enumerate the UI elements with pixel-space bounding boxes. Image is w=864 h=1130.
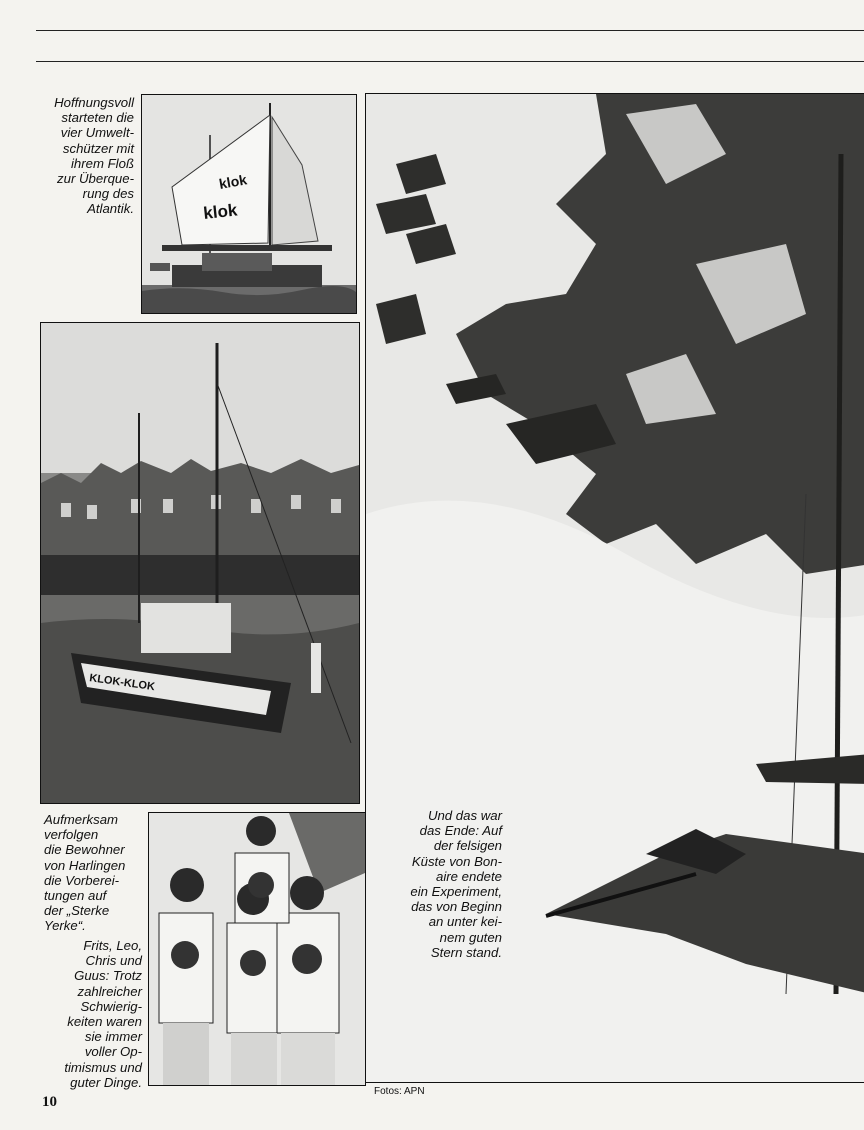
photo-crew [148, 812, 366, 1086]
top-rule [36, 30, 864, 31]
photo-harlingen-harbor [40, 322, 360, 804]
hull-lettering: KLOK-KLOK [88, 672, 156, 694]
sail-logo-upper: klok [217, 171, 249, 192]
sail-logo-lower: klok [202, 200, 239, 223]
caption-harlingen: Aufmerksam verfolgen die Bewohner von Harlingen die Vorberei- tungen auf der „Sterke Yerke“. [44, 812, 126, 934]
header-rule [36, 61, 864, 62]
photo-raft-sailing [141, 94, 357, 314]
photo-credit: Fotos: APN [374, 1086, 425, 1097]
caption-crew: Frits, Leo, Chris und Guus: Trotz zahlreicher Schwierig- keiten waren sie immer voller Op- timismus und guter Dinge. [64, 938, 142, 1090]
page-number: 10 [42, 1094, 57, 1110]
caption-wreck: Und das war das Ende: Auf der felsigen Küste von Bon- aire endete ein Experiment, das von Beginn an unter kei- nem guten Stern stand. [410, 808, 502, 960]
caption-raft-launch: Hoffnungsvoll starteten die vier Umwelt- schützer mit ihrem Floß zur Überque- rung des Atlantik. [54, 95, 134, 217]
